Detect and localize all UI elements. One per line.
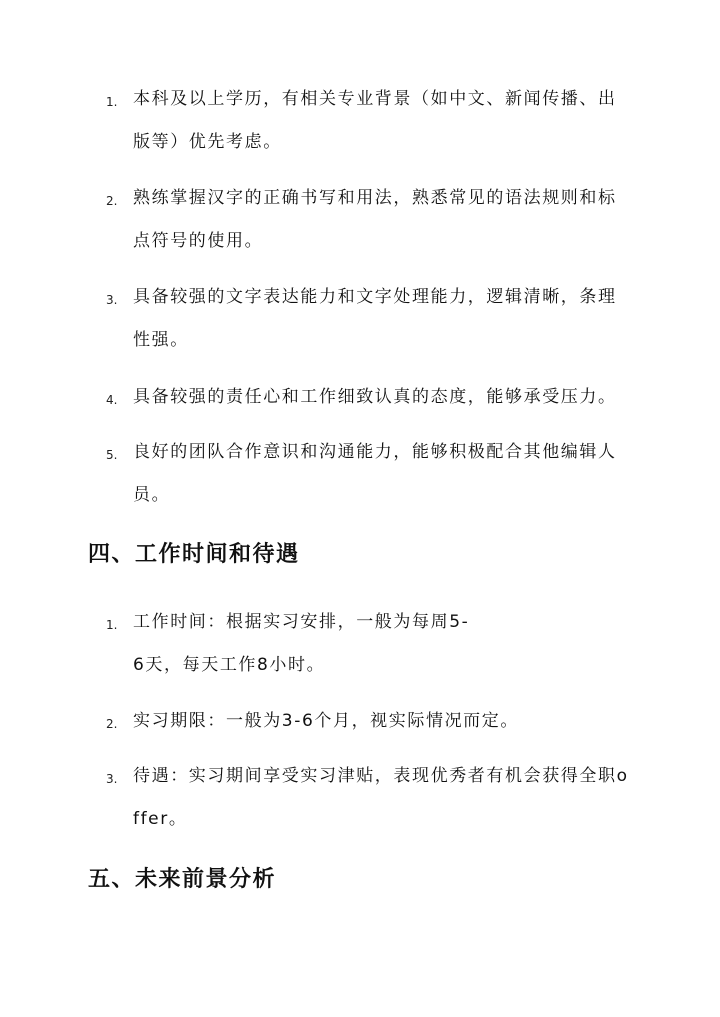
list-text: 待遇：实习期间享受实习津贴，表现优秀者有机会获得全职o bbox=[133, 766, 629, 786]
section-heading: 五、未来前景分析 bbox=[88, 867, 277, 892]
list-number: 5. bbox=[106, 448, 118, 462]
list-number: 2. bbox=[106, 717, 118, 731]
list-text: 本科及以上学历，有相关专业背景（如中文、新闻传播、出 bbox=[133, 89, 617, 109]
list-number: 2. bbox=[106, 194, 118, 208]
list-text: 具备较强的责任心和工作细致认真的态度，能够承受压力。 bbox=[133, 387, 617, 407]
list-text: 熟练掌握汉字的正确书写和用法，熟悉常见的语法规则和标 bbox=[133, 188, 617, 208]
section-heading: 四、工作时间和待遇 bbox=[88, 542, 300, 567]
list-text: ffer。 bbox=[133, 809, 188, 829]
list-text: 6天，每天工作8小时。 bbox=[133, 655, 326, 675]
list-number: 1. bbox=[106, 95, 118, 109]
list-number: 1. bbox=[106, 618, 118, 632]
list-text: 工作时间：根据实习安排，一般为每周5- bbox=[133, 612, 470, 632]
list-text: 员。 bbox=[133, 485, 171, 505]
list-text: 点符号的使用。 bbox=[133, 231, 264, 251]
list-number: 4. bbox=[106, 393, 118, 407]
list-text: 具备较强的文字表达能力和文字处理能力，逻辑清晰，条理 bbox=[133, 287, 617, 307]
list-number: 3. bbox=[106, 293, 118, 307]
list-text: 良好的团队合作意识和沟通能力，能够积极配合其他编辑人 bbox=[133, 442, 617, 462]
list-text: 实习期限：一般为3-6个月，视实际情况而定。 bbox=[133, 711, 519, 731]
list-number: 3. bbox=[106, 772, 118, 786]
list-text: 性强。 bbox=[133, 330, 189, 350]
list-text: 版等）优先考虑。 bbox=[133, 132, 282, 152]
